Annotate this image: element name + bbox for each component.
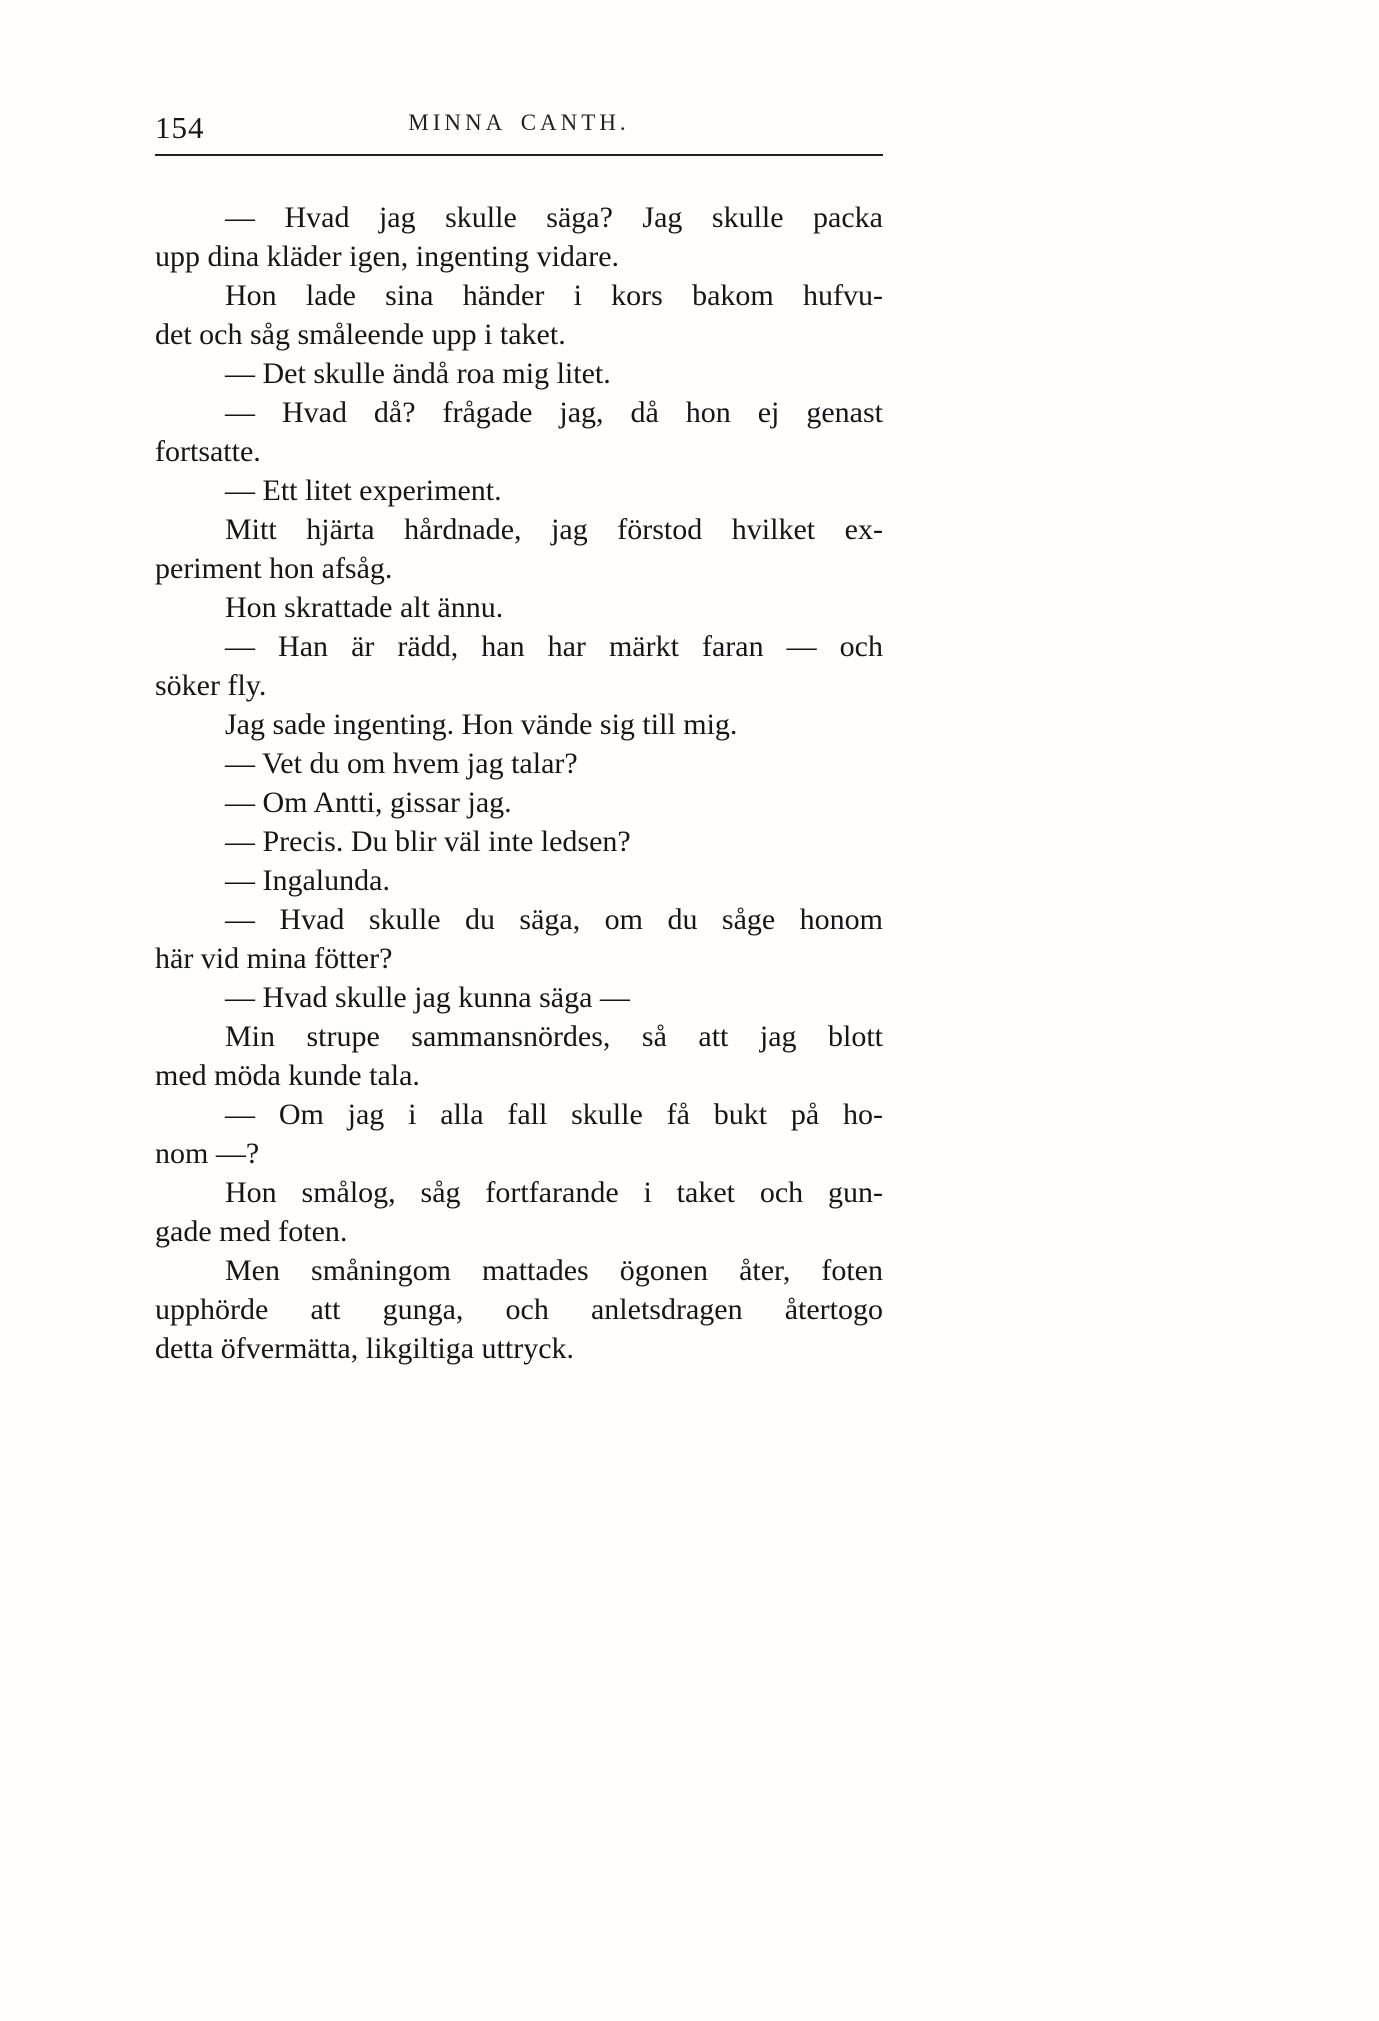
text-line: Min strupe sammansnördes, så att jag blott [225,1020,883,1053]
text-line: Hon skrattade alt ännu. [225,591,504,624]
text-line: periment hon afsåg. [155,552,393,585]
text-line: — Hvad skulle du säga, om du såge honom [225,903,883,936]
text-line: söker fly. [155,669,267,702]
paragraph [155,783,883,822]
page-content [155,110,883,1368]
text-line: — Vet du om hvem jag talar? [225,747,578,780]
paragraph [155,393,883,471]
text-line: — Ingalunda. [225,864,390,897]
paragraph [155,822,883,861]
text-line: nom —? [155,1137,260,1170]
paragraph [155,471,883,510]
text-line: — Hvad jag skulle säga? Jag skulle packa [225,201,883,234]
paragraph [155,1017,883,1095]
text-line: Jag sade ingenting. Hon vände sig till mig. [225,708,738,741]
paragraph [155,198,883,276]
paragraph [155,627,883,705]
text-line: — Precis. Du blir väl inte ledsen? [225,825,631,858]
text-line: här vid mina fötter? [155,942,393,975]
text-line: detta öfvermätta, likgiltiga uttryck. [155,1332,575,1365]
paragraph [155,588,883,627]
text-line: Hon lade sina händer i kors bakom hufvu- [225,279,883,312]
paragraph [155,354,883,393]
text-line: — Ett litet experiment. [225,474,502,507]
text-line: med möda kunde tala. [155,1059,420,1092]
text-line: — Han är rädd, han har märkt faran — och [225,630,883,663]
text-line: — Hvad skulle jag kunna säga — [225,981,630,1014]
text-line: — Det skulle ändå roa mig litet. [225,357,611,390]
page-number: 154 [155,110,205,145]
paragraph [155,900,883,978]
text-line: Men småningom mattades ögonen åter, foten [225,1254,883,1287]
text-line: fortsatte. [155,435,261,468]
text-line: det och såg småleende upp i taket. [155,318,566,351]
paragraph [155,276,883,354]
paragraph [155,1173,883,1251]
text-line: — Om Antti, gissar jag. [225,786,512,819]
running-title: MINNA CANTH. [408,110,630,135]
text-line: — Om jag i alla fall skulle få bukt på ho- [225,1098,883,1131]
text-line: upphörde att gunga, och anletsdragen återtogo [155,1293,883,1326]
text-line: upp dina kläder igen, ingenting vidare. [155,240,620,273]
paragraph [155,1251,883,1368]
text-line: — Hvad då? frågade jag, då hon ej genast [225,396,883,429]
paragraph [155,510,883,588]
paragraph [155,978,883,1017]
header-rule [155,154,883,156]
paragraph [155,861,883,900]
page-header [155,110,883,148]
text-line: Mitt hjärta hårdnade, jag förstod hvilket ex- [225,513,883,546]
text-line: Hon smålog, såg fortfarande i taket och gun- [225,1176,883,1209]
text-line: gade med foten. [155,1215,348,1248]
paragraph [155,744,883,783]
text-block [155,198,883,1368]
paragraph [155,705,883,744]
paragraph [155,1095,883,1173]
